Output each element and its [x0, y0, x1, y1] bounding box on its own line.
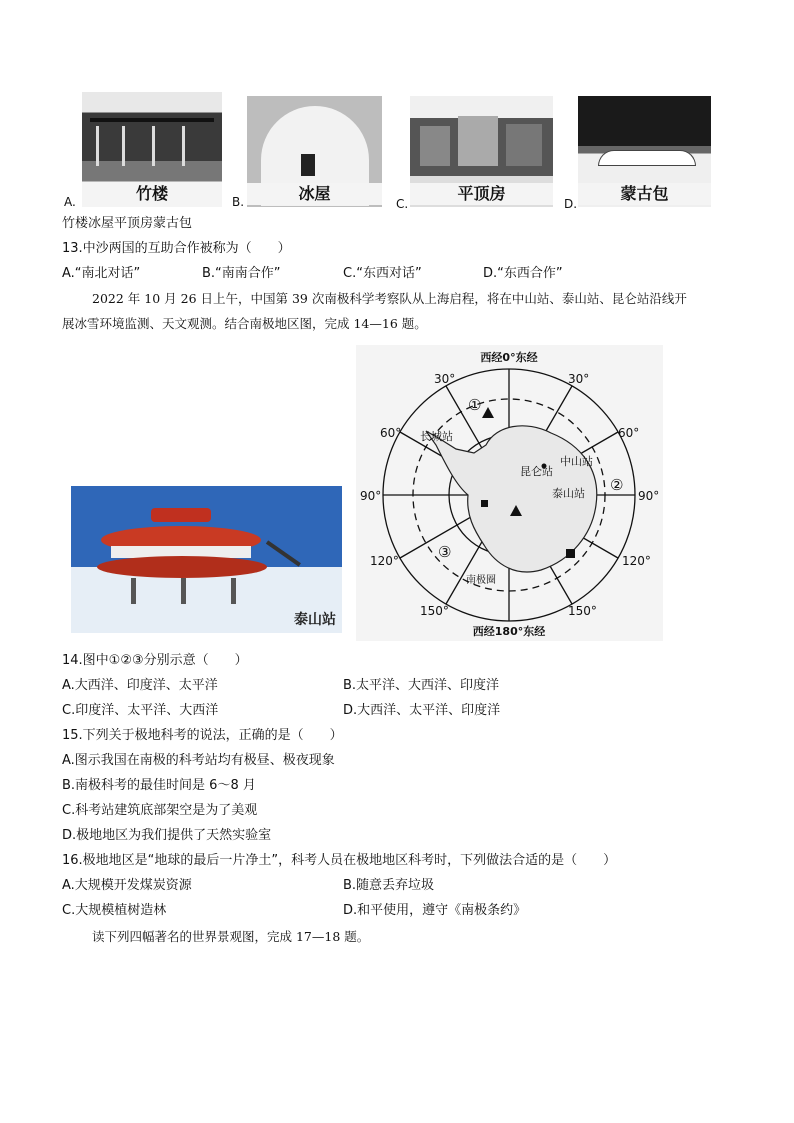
map-bottom-label: 西经180°东经 [472, 625, 546, 638]
photo-caption: 平顶房 [410, 183, 553, 205]
question-14-option-a: A.大西洋、印度洋、太平洋 [62, 678, 218, 693]
question-16-option-a: A.大规模开发煤炭资源 [62, 878, 192, 893]
question-13-stem: 13.中沙两国的互助合作被称为（ ） [62, 241, 291, 256]
question-15-option-a: A.图示我国在南极的科考站均有极昼、极夜现象 [62, 753, 335, 768]
question-15-option-b: B.南极科考的最佳时间是 6～8 月 [62, 778, 256, 793]
intro-17-18: 读下列四幅著名的世界景观图，完成 17—18 题。 [92, 929, 370, 944]
station-marker [566, 549, 575, 558]
option-letter: C. [396, 197, 409, 211]
photo-caption: 冰屋 [247, 183, 382, 205]
question-14-option-d: D.大西洋、太平洋、印度洋 [343, 703, 501, 718]
map-top-label: 西经0°东经 [480, 351, 538, 364]
changcheng-station-label: 长城站 [420, 430, 453, 443]
flat-roof-house-photo [410, 96, 553, 207]
label-150-left: 150° [420, 604, 449, 618]
label-90-left: 90° [360, 489, 382, 503]
option-letter: A. [64, 195, 76, 209]
question-14-option-b: B.太平洋、大西洋、印度洋 [343, 678, 500, 693]
ocean-3-label: ③ [438, 543, 452, 561]
antarctica-map [356, 345, 663, 641]
question-13-option-a: A.“南北对话” [62, 266, 141, 281]
option-letter: B. [232, 195, 245, 209]
label-120-right: 120° [622, 554, 651, 568]
intro-14-16-line2: 展冰雪环境监测、天文观测。结合南极地区图，完成 14—16 题。 [62, 316, 427, 331]
ocean-2-label: ② [610, 476, 624, 494]
question-13-option-c: C.“东西对话” [343, 266, 422, 281]
taishan-station-label: 泰山站 [552, 487, 585, 500]
option-letter: D. [564, 197, 578, 211]
yurt-photo [578, 96, 711, 207]
question-15-option-d: D.极地地区为我们提供了天然实验室 [62, 828, 272, 843]
question-15-option-c: C.科考站建筑底部架空是为了美观 [62, 803, 258, 818]
question-13-option-b: B.“南南合作” [202, 266, 281, 281]
taishan-station-photo [71, 486, 342, 633]
label-30-left: 30° [434, 372, 456, 386]
question-16-option-c: C.大规模植树造林 [62, 903, 167, 918]
label-60-left: 60° [380, 426, 402, 440]
photo-label: 泰山站 [294, 612, 336, 628]
bamboo-house-photo [82, 92, 222, 207]
station-marker [481, 500, 488, 507]
question-14-stem: 14.图中①②③分别示意（ ） [62, 653, 248, 668]
question-14-option-c: C.印度洋、太平洋、大西洋 [62, 703, 219, 718]
label-30-right: 30° [568, 372, 590, 386]
label-120-left: 120° [370, 554, 399, 568]
antarctic-circle-label: 南极圈 [466, 575, 496, 586]
question-16-stem: 16.极地地区是“地球的最后一片净土”，科考人员在极地地区科考时，下列做法合适的是（ ） [62, 853, 617, 868]
question-15-stem: 15.下列关于极地科考的说法，正确的是（ ） [62, 728, 343, 743]
image-caption-line: 竹楼冰屋平顶房蒙古包 [62, 216, 193, 231]
ocean-1-label: ① [468, 396, 482, 414]
zhongshan-station-label: 中山站 [560, 455, 593, 468]
label-150-right: 150° [568, 604, 597, 618]
label-60-right: 60° [618, 426, 640, 440]
photo-caption: 蒙古包 [578, 183, 711, 205]
intro-14-16-line1: 2022 年 10 月 26 日上午，中国第 39 次南极科学考察队从上海启程，将在中山站、泰山站、昆仑站沿线开 [92, 291, 687, 306]
photo-caption: 竹楼 [82, 183, 222, 205]
label-90-right: 90° [638, 489, 660, 503]
question-13-option-d: D.“东西合作” [483, 266, 563, 281]
igloo-photo [247, 96, 382, 207]
question-16-option-b: B.随意丢弃垃圾 [343, 878, 435, 893]
question-16-option-d: D.和平使用，遵守《南极条约》 [343, 903, 527, 918]
kunlun-station-label: 昆仑站 [520, 465, 553, 478]
